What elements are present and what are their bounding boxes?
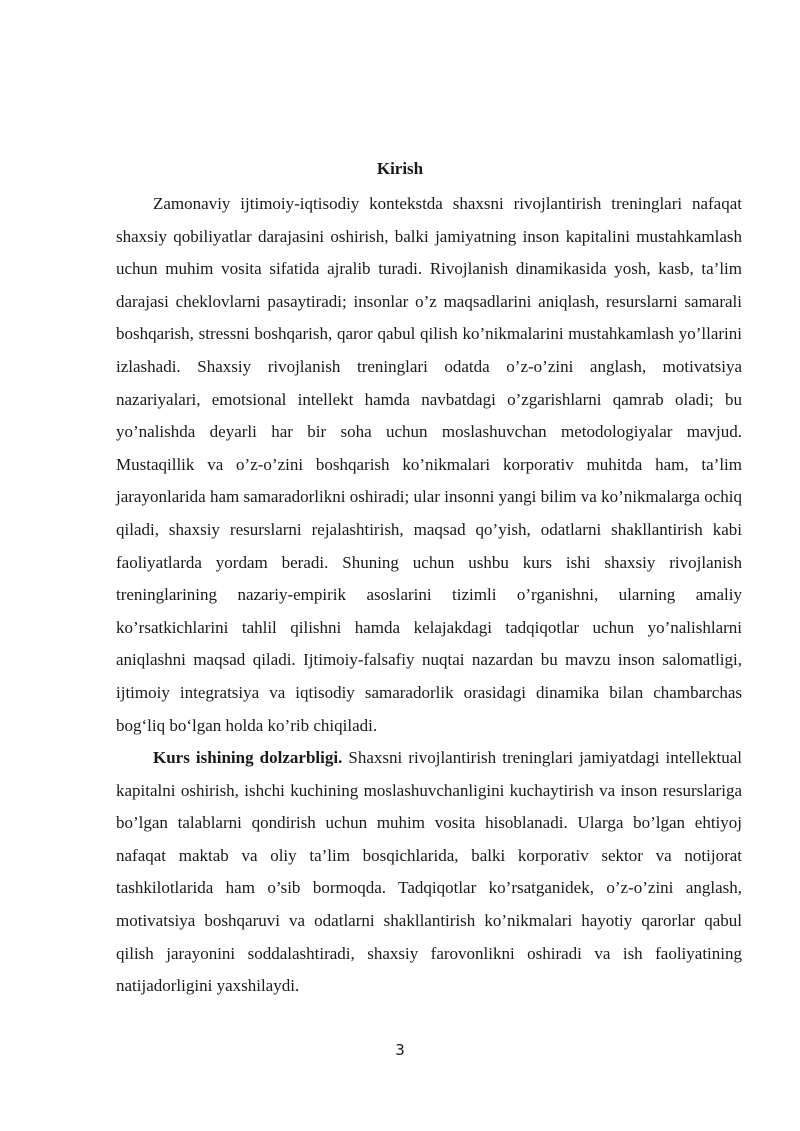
paragraph-relevance bbox=[116, 742, 742, 1003]
page-number: 3 bbox=[395, 1041, 405, 1059]
paragraph-relevance-text: Shaxsni rivojlantirish treninglari jamiyatdagi intellektual kapitalni oshirish, ishchi kuchining moslashuvchanligini kuchaytirish va inson resurslariga bo’lgan talablarni qondirish uchun muhim vosita hisoblanadi. Ularga bo’lgan ehtiyoj nafaqat maktab va oliy ta’lim bosqichlarida, balki korporativ sektor va notijorat tashkilotlarida ham o’sib bormoqda. Tadqiqotlar ko’rsatganidek, o’z-o’zini anglash, motivatsiya boshqaruvi va odatlarni shakllantirish ko’nikmalari hayotiy qarorlar qabul qilish jarayonini soddalashtiradi, shaxsiy farovonlikni oshiradi va ish faoliyatining natijadorligini yaxshilaydi. bbox=[116, 748, 742, 996]
paragraph-intro-text: Zamonaviy ijtimoiy-iqtisodiy kontekstda shaxsni rivojlantirish treninglari nafaqat shaxsiy qobiliyatlar darajasini oshirish, balki jamiyatning inson kapitalini mustahkamlash uchun muhim vosita sifatida ajralib turadi. Rivojlanish dinamikasida yosh, kasb, ta’lim darajasi cheklovlarni pasaytiradi; insonlar o’z maqsadlarini aniqlash, resurslarni samarali boshqarish, stressni boshqarish, qaror qabul qilish ko’nikmalarini mustahkamlash yo’llarini izlashadi. Shaxsiy rivojlanish treninglari odatda o’z-o’zini anglash, motivatsiya nazariyalari, emotsional intellekt hamda navbatdagi o’zgarishlarni qamrab oladi; bu yo’nalishda deyarli har bir soha uchun moslashuvchan metodologiyalar mavjud. Mustaqillik va o’z-o’zini boshqarish ko’nikmalari korporativ muhitda ham, ta’lim jarayonlarida ham samaradorlikni oshiradi; ular insonni yangi bilim va ko’nikmalarga ochiq qiladi, shaxsiy resurslarni rejalashtirish, maqsad qo’yish, odatlarni shakllantirish kabi faoliyatlarda yordam beradi. Shuning uchun ushbu kurs ishi shaxsiy rivojlanish treninglarining nazariy-empirik asoslarini tizimli o’rganishni, ularning amaliy ko’rsatkichlarini tahlil qilishni hamda kelajakdagi tadqiqotlar uchun yo’nalishlarni aniqlashni maqsad qiladi. Ijtimoiy-falsafiy nuqtai nazardan bu mavzu inson salomatligi, ijtimoiy integratsiya va iqtisodiy samaradorlik orasidagi dinamika bilan chambarchas bog‘liq bo‘lgan holda ko’rib chiqiladi. bbox=[116, 194, 742, 735]
body-text bbox=[116, 188, 742, 1003]
paragraph-intro bbox=[116, 188, 742, 742]
section-heading: Kirish bbox=[376, 159, 424, 178]
paragraph-relevance-lead: Kurs ishining dolzarbligi. bbox=[153, 748, 343, 768]
